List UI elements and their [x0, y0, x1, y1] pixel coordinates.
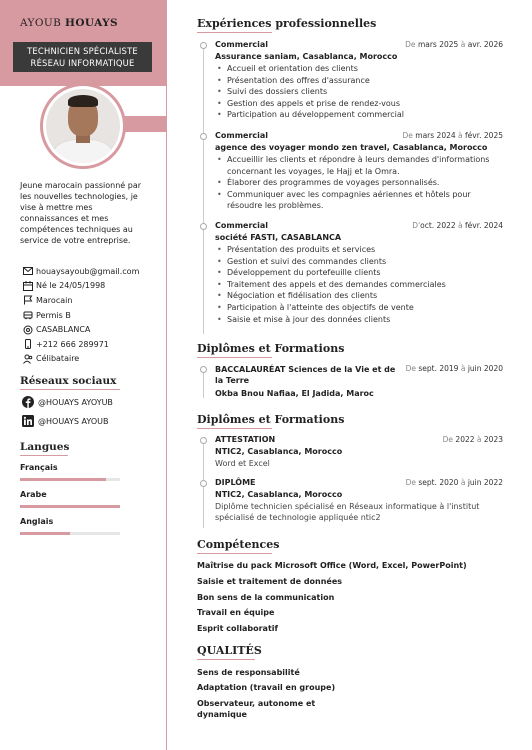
contact-marital-status — [22, 352, 162, 367]
job-company: Assurance saniam, Casablanca, Morocco — [215, 52, 398, 61]
job-bullets — [215, 63, 503, 121]
linkedin-icon — [22, 415, 34, 427]
social-heading: Réseaux sociaux — [20, 375, 120, 390]
language-name: Français — [20, 463, 58, 472]
last-name: HOUAYS — [65, 17, 119, 29]
timeline-dot — [200, 366, 207, 373]
timeline-dot — [200, 223, 207, 230]
experience-entry — [215, 221, 503, 325]
list-item: • Gestion des appels et prise de rendez-vous — [215, 98, 503, 110]
experience-timeline — [203, 44, 204, 334]
candidate-name — [20, 17, 118, 29]
social-linkedin[interactable] — [22, 415, 162, 427]
experience-heading: Expériences professionnelles — [197, 17, 376, 33]
job-title-line1: TECHNICIEN SPÉCIALISTE — [27, 46, 138, 56]
job-dates: D'oct. 2022 à févr. 2024 — [412, 221, 503, 230]
diploma-entry — [215, 435, 503, 469]
diploma-school: NTIC2, Casablanca, Morocco — [215, 447, 343, 456]
job-title-line2: RÉSEAU INFORMATIQUE — [30, 58, 135, 68]
diploma-dates: De sept. 2019 à juin 2020 — [405, 364, 503, 373]
email-icon — [22, 266, 33, 277]
list-item: • Saisie et mise à jour des données clients — [215, 314, 503, 326]
flag-icon — [22, 295, 33, 306]
diploma-entry — [215, 478, 503, 523]
contact-phone[interactable] — [22, 337, 162, 352]
contact-birthdate — [22, 279, 162, 294]
list-item: • Négociation et fidélisation des clients — [215, 290, 503, 302]
list-item: • Gestion et suivi des commandes clients — [215, 256, 503, 268]
job-role: Commercial — [215, 131, 269, 140]
diplomas-heading: Diplômes et Formations — [197, 413, 344, 429]
diploma-entry — [215, 364, 503, 398]
skills-heading: Compétences — [197, 538, 279, 554]
diploma-school: NTIC2, Casablanca, Morocco — [215, 490, 343, 499]
list-item: • Communiquer avec les compagnies aériennes et hôtels pour résoudre les problèmes. — [215, 189, 503, 212]
list-item: • Élaborer des programmes de voyages personnalisés. — [215, 177, 503, 189]
language-name: Arabe — [20, 490, 47, 499]
phone-icon — [22, 339, 33, 350]
avatar — [40, 83, 126, 169]
facebook-icon — [22, 396, 34, 408]
list-item: • Participation au développement commercial — [215, 109, 503, 121]
location-icon — [22, 324, 33, 335]
experience-entry — [215, 40, 503, 121]
timeline-dot — [200, 133, 207, 140]
contact-list — [22, 264, 162, 366]
qualities-heading: QUALITÉS — [197, 644, 262, 660]
job-bullets — [215, 244, 503, 325]
list-item: • Accueil et orientation des clients — [215, 63, 503, 75]
diploma-dates: De 2022 à 2023 — [442, 435, 503, 444]
contact-license — [22, 308, 162, 323]
skill-item: Maîtrise du pack Microsoft Office (Word, Excel, PowerPoint) — [197, 561, 467, 570]
list-item: • Accueillir les clients et répondre à leurs demandes d'informations concernant les voyages, le Hajj et la Omra. — [215, 154, 503, 177]
left-sidebar — [0, 0, 166, 750]
diploma-description: Word et Excel — [215, 459, 270, 468]
job-company: agence des voyager mondo zen travel, Casablanca, Morocco — [215, 143, 488, 152]
diploma-description: Diplôme technicien spécialisé en Réseaux informatique à l'institut spécialisé de technologie appliquée ntic2 — [215, 502, 480, 522]
job-bullets — [215, 154, 503, 212]
diploma-title: BACCALAURÉAT Sciences de la Vie et de la Terre — [215, 365, 396, 385]
social-facebook[interactable] — [22, 396, 162, 408]
skill-item: Saisie et traitement de données — [197, 577, 343, 586]
list-item: • Traitement des appels et des demandes commerciales — [215, 279, 503, 291]
language-level-bar — [20, 478, 120, 481]
timeline-dot — [200, 437, 207, 444]
skill-item: Bon sens de la communication — [197, 593, 335, 602]
quality-item: Adaptation (travail en groupe) — [197, 683, 336, 692]
first-name: AYOUB — [20, 17, 62, 29]
job-company: société FASTI, CASABLANCA — [215, 233, 342, 242]
language-level-bar — [20, 505, 120, 508]
contact-email[interactable] — [22, 264, 162, 279]
skill-item: Esprit collaboratif — [197, 624, 278, 633]
contact-nationality — [22, 293, 162, 308]
language-item — [20, 490, 120, 508]
list-item: • Développement du portefeuille clients — [215, 267, 503, 279]
timeline-dot — [200, 42, 207, 49]
job-title-box — [13, 42, 152, 72]
list-item: • Participation à l'atteinte des objectifs de vente — [215, 302, 503, 314]
photo-accent-band — [119, 116, 166, 132]
list-item: • Présentation des offres d'assurance — [215, 75, 503, 87]
skill-item: Travail en équipe — [197, 608, 275, 617]
car-icon — [22, 310, 33, 321]
job-role: Commercial — [215, 221, 269, 230]
diploma-dates: De sept. 2020 à juin 2022 — [405, 478, 503, 487]
contact-text: Permis B — [36, 310, 71, 320]
languages-heading: Langues — [20, 441, 69, 456]
contact-text: CASABLANCA — [36, 325, 91, 335]
quality-item: Sens de responsabilité — [197, 668, 300, 677]
social-handle: @HOUAYS AYOUB — [38, 416, 109, 426]
diploma-school: Okba Bnou Nafiaa, El Jadida, Maroc — [215, 389, 374, 398]
list-item: • Présentation des produits et services — [215, 244, 503, 256]
social-handle: @HOUAYS AYOYUB — [38, 397, 113, 407]
language-item — [20, 517, 120, 535]
contact-text: houaysayoub@gmail.com — [36, 266, 140, 276]
about-text: Jeune marocain passionné par les nouvelles technologies, je vise à mettre mes connaissances et mes compétences techniques au service de votre entreprise. — [20, 181, 142, 245]
job-dates: De mars 2024 à févr. 2025 — [402, 131, 503, 140]
timeline-dot — [200, 480, 207, 487]
diplomas-heading: Diplômes et Formations — [197, 342, 344, 358]
contact-text: Né le 24/05/1998 — [36, 281, 106, 291]
diploma-title: DIPLÔME — [215, 478, 256, 487]
list-item: • Suivi des dossiers clients — [215, 86, 503, 98]
contact-text: Marocain — [36, 295, 73, 305]
quality-item: Observateur, autonome et dynamique — [197, 699, 316, 719]
contact-location — [22, 322, 162, 337]
experience-entry — [215, 131, 503, 212]
contact-text: +212 666 289971 — [36, 339, 109, 349]
language-level-bar — [20, 532, 120, 535]
job-role: Commercial — [215, 40, 269, 49]
job-dates: De mars 2025 à avr. 2026 — [405, 40, 503, 49]
calendar-icon — [22, 280, 33, 291]
language-name: Anglais — [20, 517, 54, 526]
column-divider — [166, 0, 167, 750]
contact-text: Célibataire — [36, 354, 80, 364]
diploma-title: ATTESTATION — [215, 435, 276, 444]
profile-photo — [46, 89, 120, 163]
language-item — [20, 463, 120, 481]
people-icon — [22, 353, 33, 364]
